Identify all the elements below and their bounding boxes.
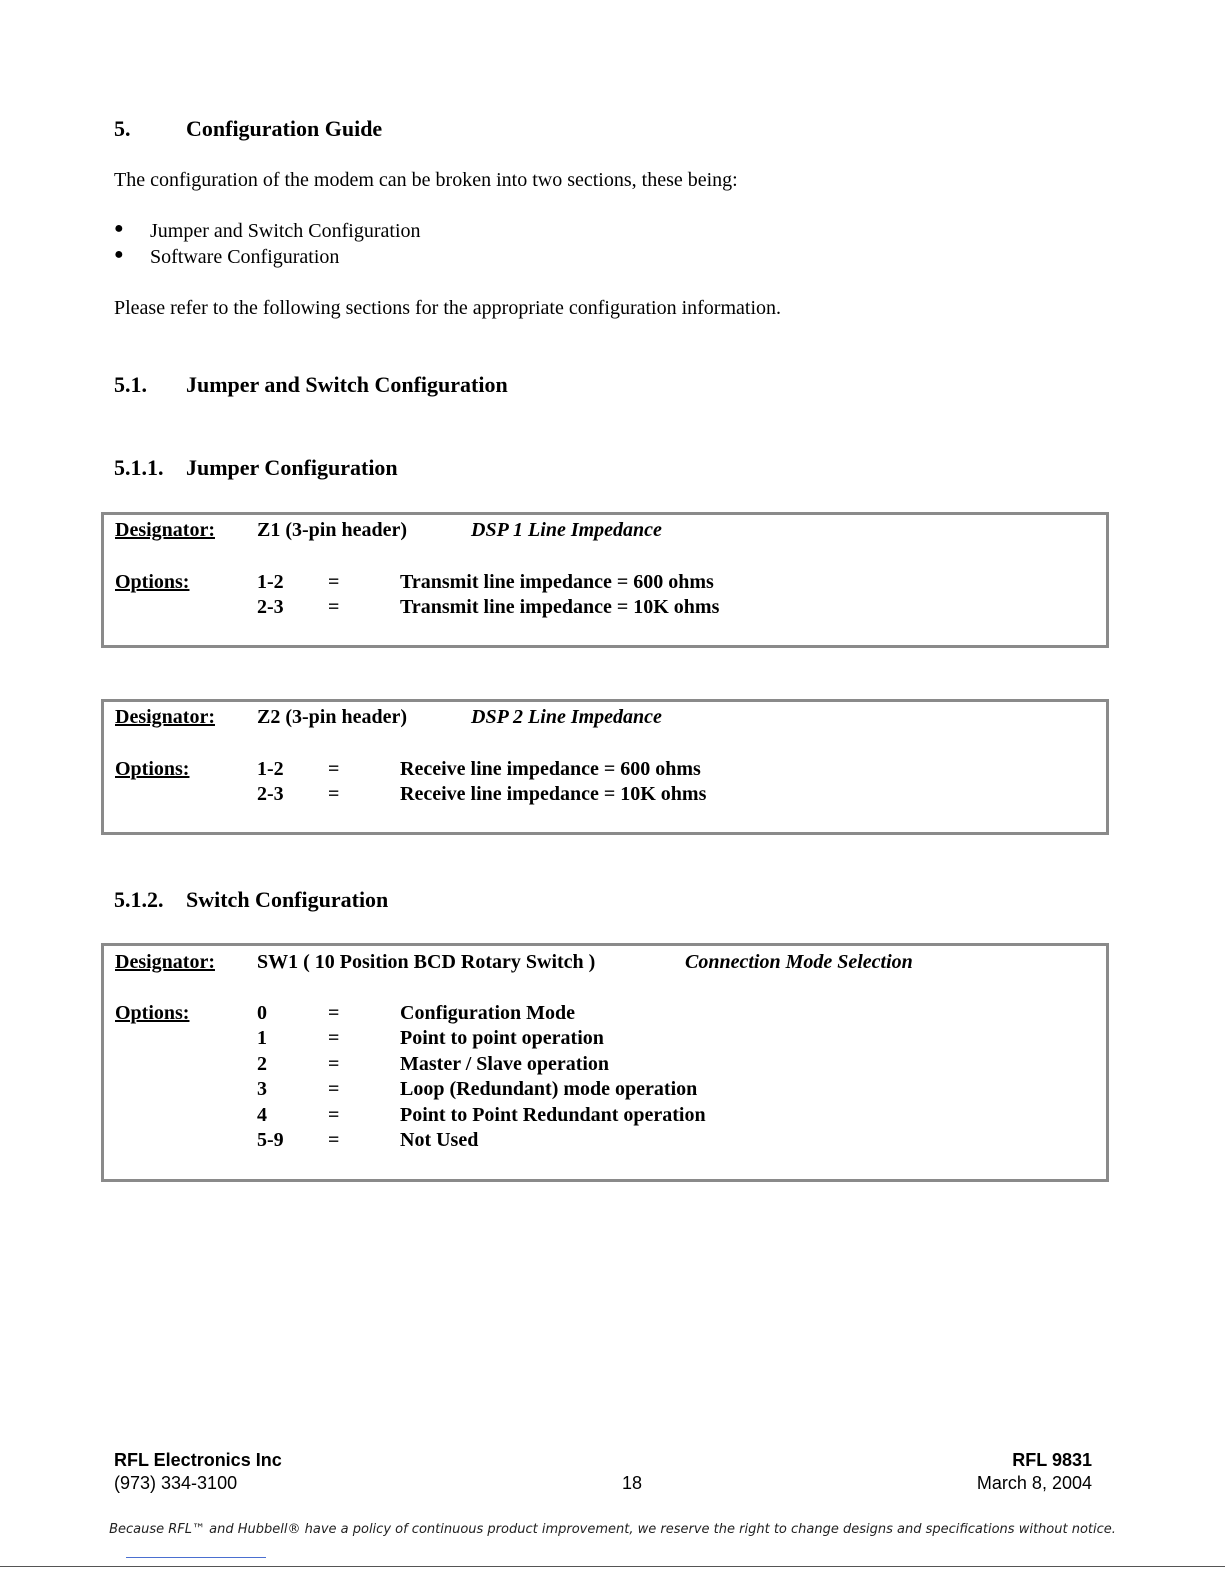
list-item-text: Jumper and Switch Configuration xyxy=(150,220,421,242)
section-title: Switch Configuration xyxy=(186,887,389,912)
option-position: 3 xyxy=(257,1078,267,1100)
subsection-heading xyxy=(114,455,714,483)
options-label: Options: xyxy=(115,571,190,593)
option-description: Master / Slave operation xyxy=(400,1053,610,1075)
option-equals: = xyxy=(328,1104,340,1126)
option-description: Point to Point Redundant operation xyxy=(400,1104,706,1126)
section-number: 5.1.1. xyxy=(114,455,164,480)
designator-label: Designator: xyxy=(115,951,215,973)
designator-value: Z2 (3-pin header) xyxy=(257,706,407,728)
footer-divider xyxy=(126,1557,266,1558)
function-label: DSP 1 Line Impedance xyxy=(471,519,662,541)
option-equals: = xyxy=(328,1027,340,1049)
designator-value: Z1 (3-pin header) xyxy=(257,519,407,541)
footer-company: RFL Electronics Inc xyxy=(114,1450,282,1470)
list-item xyxy=(114,246,614,272)
option-position: 0 xyxy=(257,1002,267,1024)
footer-date: March 8, 2004 xyxy=(976,1473,1092,1493)
option-description: Configuration Mode xyxy=(400,1002,575,1024)
section-number: 5.1. xyxy=(114,372,147,397)
option-description: Loop (Redundant) mode operation xyxy=(400,1078,698,1100)
section-title: Jumper Configuration xyxy=(186,455,398,480)
option-equals: = xyxy=(328,1002,340,1024)
section-heading xyxy=(114,116,714,144)
page-number: 18 xyxy=(622,1473,643,1493)
function-label: DSP 2 Line Impedance xyxy=(471,706,662,728)
designator-label: Designator: xyxy=(115,519,215,541)
disclaimer: Because RFL™ and Hubbell® have a policy of continuous product improvement, we reserve the right to change designs and specifications without notice. xyxy=(109,1522,1116,1537)
page-edge-divider xyxy=(0,1566,1225,1567)
intro-paragraph: The configuration of the modem can be broken into two sections, these being: xyxy=(114,169,738,191)
option-description: Transmit line impedance = 10K ohms xyxy=(400,596,720,618)
section-number: 5.1.2. xyxy=(114,887,164,912)
designator-label: Designator: xyxy=(115,706,215,728)
jumper-z1-box xyxy=(101,512,1109,648)
option-equals: = xyxy=(328,758,340,780)
option-equals: = xyxy=(328,571,340,593)
option-position: 4 xyxy=(257,1104,267,1126)
option-position: 1 xyxy=(257,1027,267,1049)
bullet-icon: ● xyxy=(114,220,124,237)
option-position: 1-2 xyxy=(257,758,284,780)
option-description: Receive line impedance = 10K ohms xyxy=(400,783,707,805)
options-label: Options: xyxy=(115,758,190,780)
option-position: 2-3 xyxy=(257,783,284,805)
switch-sw1-box xyxy=(101,943,1109,1182)
bullet-icon: ● xyxy=(114,246,124,263)
list-item xyxy=(114,220,614,246)
option-equals: = xyxy=(328,783,340,805)
function-label: Connection Mode Selection xyxy=(685,951,913,973)
option-description: Point to point operation xyxy=(400,1027,604,1049)
option-position: 2 xyxy=(257,1053,267,1075)
footer-phone: (973) 334-3100 xyxy=(114,1473,238,1493)
option-description: Receive line impedance = 600 ohms xyxy=(400,758,701,780)
footer-product: RFL 9831 xyxy=(1012,1450,1092,1470)
option-description: Transmit line impedance = 600 ohms xyxy=(400,571,714,593)
section-title: Jumper and Switch Configuration xyxy=(186,372,508,397)
option-equals: = xyxy=(328,596,340,618)
refer-paragraph: Please refer to the following sections for the appropriate configuration information. xyxy=(114,297,782,319)
subsection-heading xyxy=(114,372,714,400)
section-title: Configuration Guide xyxy=(186,116,383,141)
option-position: 1-2 xyxy=(257,571,284,593)
list-item-text: Software Configuration xyxy=(150,246,340,268)
option-position: 5-9 xyxy=(257,1129,284,1151)
section-number: 5. xyxy=(114,116,131,141)
options-label: Options: xyxy=(115,1002,190,1024)
option-equals: = xyxy=(328,1053,340,1075)
designator-value: SW1 ( 10 Position BCD Rotary Switch ) xyxy=(257,951,596,973)
option-equals: = xyxy=(328,1078,340,1100)
subsection-heading xyxy=(114,887,714,915)
option-position: 2-3 xyxy=(257,596,284,618)
option-equals: = xyxy=(328,1129,340,1151)
option-description: Not Used xyxy=(400,1129,479,1151)
jumper-z2-box xyxy=(101,699,1109,835)
